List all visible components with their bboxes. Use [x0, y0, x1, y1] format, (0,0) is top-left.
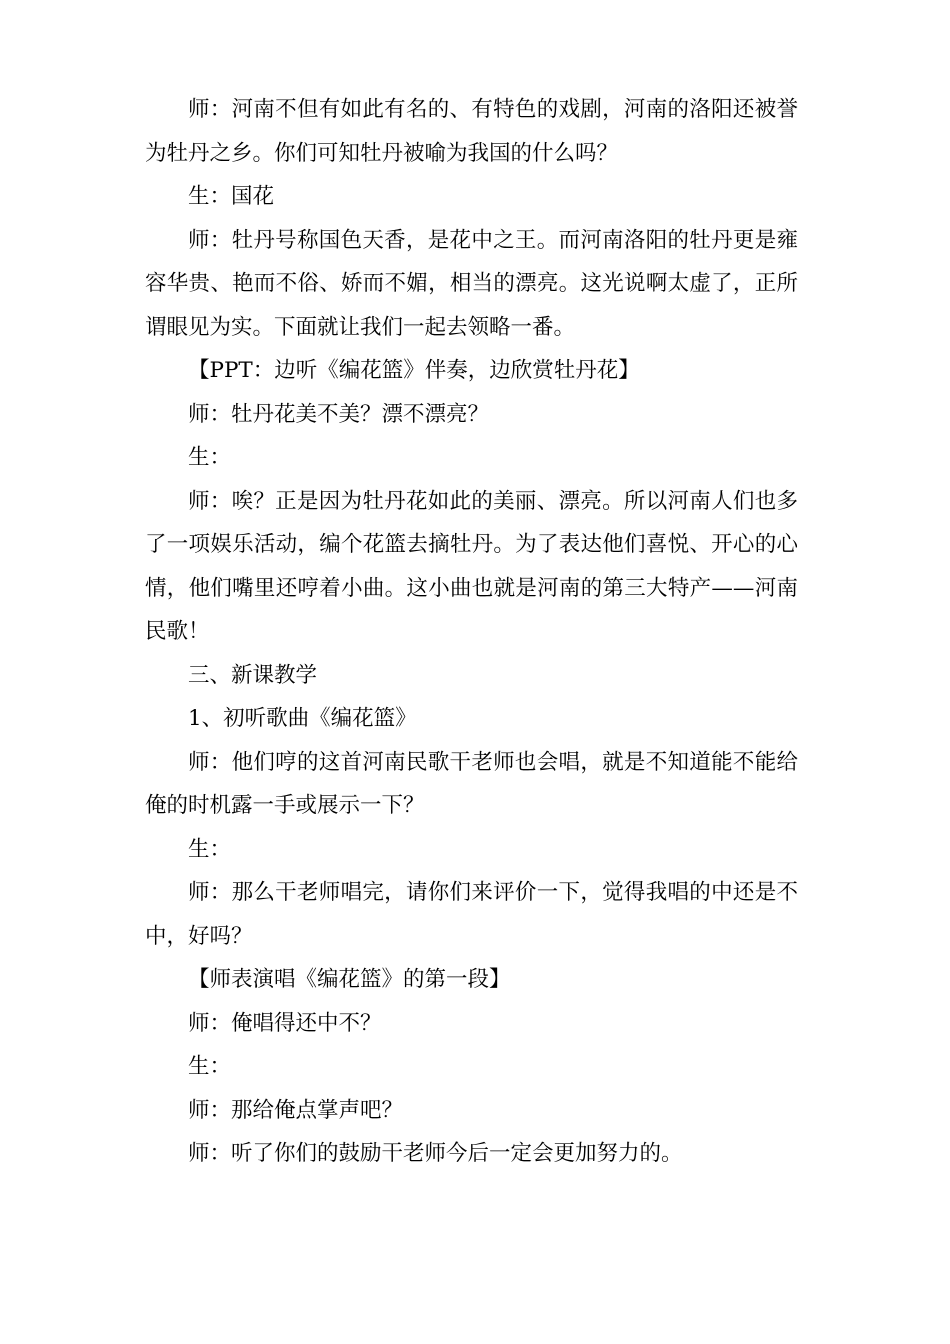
paragraph-10: 师：他们哼的这首河南民歌干老师也会唱，就是不知道能不能给俺的时机露一手或展示一下？ [145, 749, 798, 818]
paragraph-2: 生：国花 [188, 184, 275, 209]
section-heading: 三、新课教学 [188, 662, 318, 688]
paragraph-4: 【PPT：边听《编花篮》伴奏，边欣赏牡丹花】 [188, 358, 640, 383]
paragraph-11: 生： [188, 836, 232, 862]
paragraph-7: 师：唉？正是因为牡丹花如此的美丽、漂亮。所以河南人们也多了一项娱乐活动，编个花篮去摘牡丹。为了表达他们喜悦、开心的心情，他们嘴里还哼着小曲。这小曲也就是河南的第三大特产——河南民歌！ [145, 488, 798, 644]
paragraph-5: 师：牡丹花美不美？漂不漂亮？ [188, 401, 490, 427]
paragraph-1: 师：河南不但有如此有名的、有特色的戏剧，河南的洛阳还被誉为牡丹之乡。你们可知牡丹被喻为我国的什么吗？ [145, 97, 798, 166]
paragraph-13: 【师表演唱《编花篮》的第一段】 [188, 967, 511, 992]
paragraph-15: 生： [188, 1054, 232, 1079]
paragraph-3: 师：牡丹号称国色天香，是花中之王。而河南洛阳的牡丹更是雍容华贵、艳而不俗、娇而不媚，相当的漂亮。这光说啊太虚了，正所谓眼见为实。下面就让我们一起去领略一番。 [145, 227, 798, 340]
paragraph-17: 师：听了你们的鼓励干老师今后一定会更加努力的。 [188, 1141, 683, 1166]
paragraph-14: 师：俺唱得还中不？ [188, 1010, 382, 1036]
document-body [145, 88, 798, 1176]
paragraph-12: 师：那么干老师唱完，请你们来评价一下，觉得我唱的中还是不中，好吗？ [145, 880, 798, 949]
subsection-heading: 1、初听歌曲《编花篮》 [188, 706, 417, 731]
paragraph-6: 生： [188, 445, 232, 470]
paragraph-16: 师：那给俺点掌声吧？ [188, 1097, 404, 1123]
